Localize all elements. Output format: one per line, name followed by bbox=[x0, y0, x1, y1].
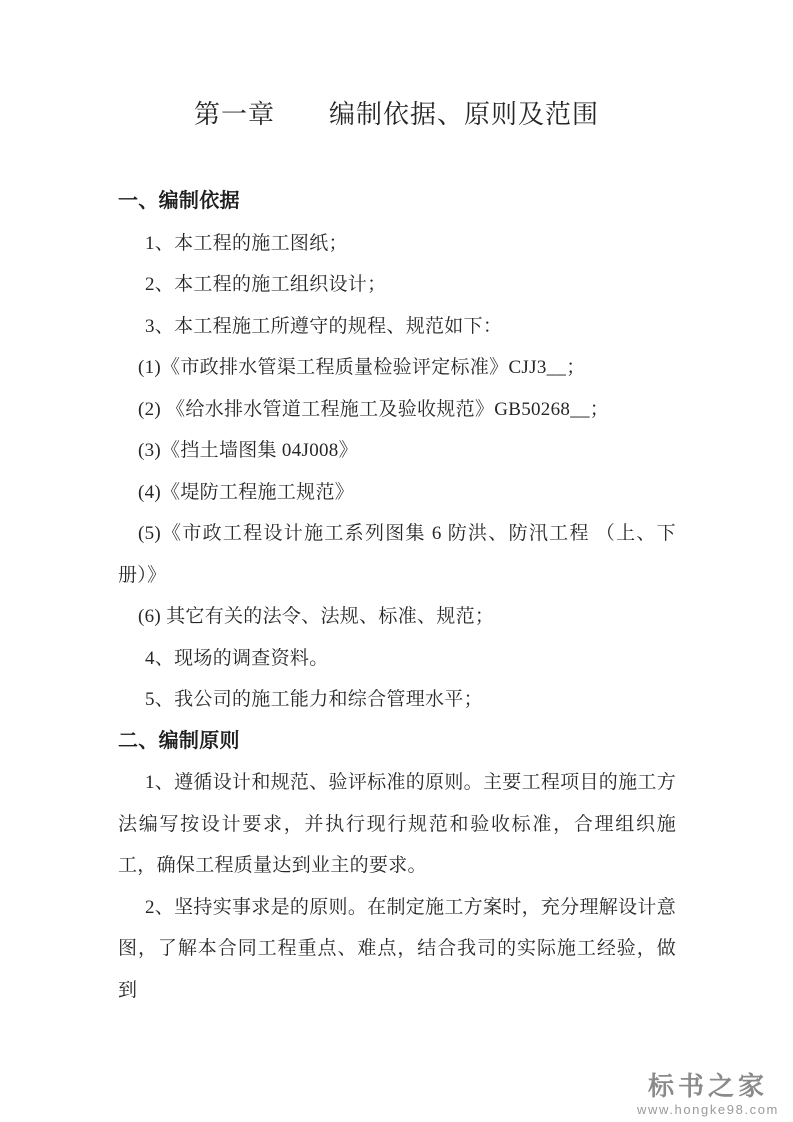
section-heading: 一、编制依据 bbox=[118, 190, 240, 212]
list-item: (4)《堤防工程施工规范》 bbox=[138, 481, 355, 503]
list-item: (1)《市政排水管渠工程质量检验评定标准》CJJ3__； bbox=[138, 357, 586, 378]
list-item: (5)《市政工程设计施工系列图集 6 防洪、防汛工程 （上、下册）》 bbox=[118, 523, 676, 586]
paragraph: 2、本工程的施工组织设计； bbox=[145, 274, 387, 295]
list-item: (3)《挡土墙图集 04J008》 bbox=[138, 440, 358, 461]
document-body bbox=[118, 181, 676, 1011]
watermark bbox=[637, 1073, 779, 1116]
list-item: (2) 《给水排水管道工程施工及验收规范》GB50268__； bbox=[138, 398, 610, 420]
section-heading: 二、编制原则 bbox=[118, 729, 240, 752]
watermark-logo: 标书之家 bbox=[648, 1071, 769, 1101]
watermark-url: www.hongke98.com bbox=[637, 1102, 779, 1117]
paragraph: 1、本工程的施工图纸； bbox=[145, 232, 348, 254]
paragraph: 4、现场的调查资料。 bbox=[145, 647, 329, 669]
paragraph: 1、遵循设计和规范、验评标准的原则。主要工程项目的施工方法编写按设计要求，并执行现行规范和验收标准，合理组织施工，确保工程质量达到业主的要求。 bbox=[118, 772, 676, 876]
list-item: (6) 其它有关的法令、法规、标准、规范； bbox=[138, 606, 495, 627]
paragraph: 3、本工程施工所遵守的规程、规范如下： bbox=[145, 315, 503, 337]
chapter-title: 第一章 编制依据、原则及范围 bbox=[193, 100, 599, 129]
paragraph: 2、坚持实事求是的原则。在制定施工方案时，充分理解设计意图，了解本合同工程重点、难点，结合我司的实际施工经验，做到 bbox=[118, 896, 676, 1001]
paragraph: 5、我公司的施工能力和综合管理水平； bbox=[145, 689, 483, 710]
